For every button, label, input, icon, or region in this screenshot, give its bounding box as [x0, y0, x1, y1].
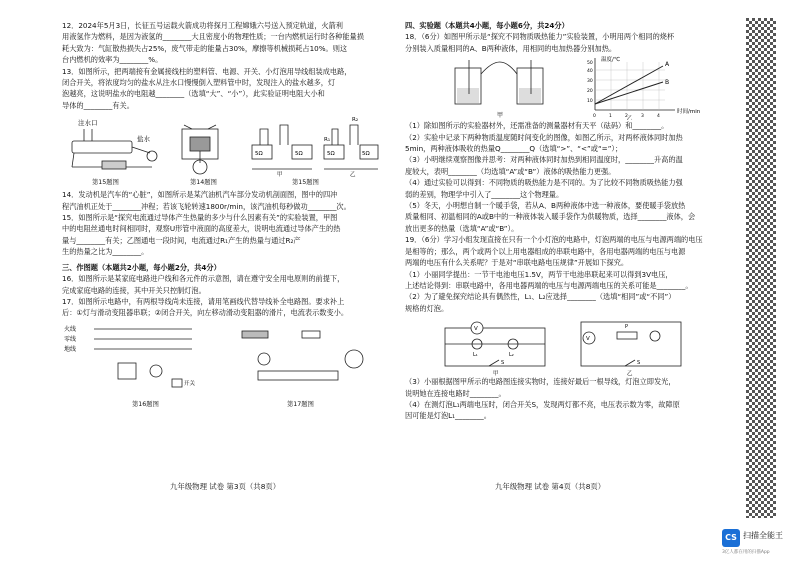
caption-fig14: 第14题图 — [190, 179, 217, 187]
switch-yi-label: S — [637, 360, 641, 367]
question-14: 14．发动机是汽车的“心脏”，如图所示是某汽油机汽车部分发动机剖面图，图中的四冲 程汽油机正处于________冲程；若该飞轮转速1800r/min，该汽油机每秒做功________次。 — [62, 190, 351, 211]
figure-captions-13-15 — [62, 177, 380, 189]
fig15-jia-label: 甲 — [277, 172, 283, 178]
question-13: 13．如图所示，把两端接有金属接线柱的塑料管、电源、开关、小灯泡用导线组装成电路， 闭合开关，将浓度均匀的盐水从注水口慢慢倒入塑料管中时，发现注入的盐水越多，灯 泡越亮，这说明盐水的电阻越________（选填“大”、“小”），此实验证明电阻大小和 导体的________有关。 — [62, 66, 352, 110]
exhaust-valve — [208, 125, 216, 129]
socket-icon — [118, 363, 136, 379]
rheostat-circuit-figure — [242, 331, 363, 380]
figure-19-circuits — [405, 314, 725, 376]
switch-jia-label: S — [501, 360, 505, 367]
figures-13-15 — [62, 111, 380, 177]
resistor-label-d: 5Ω — [362, 151, 370, 158]
scanner-tagline: 3亿人都在用的扫描App — [722, 550, 770, 555]
figure-row-svg — [62, 111, 380, 177]
switch-icon — [172, 379, 182, 387]
voltmeter-yi-label: V — [586, 336, 590, 343]
fire-wire-label: 火线 — [64, 325, 77, 333]
graph-line-a-label: A — [665, 61, 670, 69]
thermometer-wire — [481, 62, 517, 74]
circuit-yi — [581, 322, 681, 366]
zero-wire-label: 零线 — [64, 335, 77, 343]
ytick-50: 50 — [587, 61, 593, 67]
r1-label: R₁ — [324, 137, 331, 144]
left-page-footer: 九年级物理 试卷 第3页（共8页） — [170, 482, 281, 491]
household-circuit-figure — [94, 329, 192, 387]
question-19: 19．（6分）学习小组发现直接在只有一个小灯泡的电路中，灯泡两端的电压与电源两端的电压 是相等的；那么，两个或两个以上用电器组成的串联电路中，各用电器两端的电压与电源 两端的电压有什么关系呢？于是对“串联电路电压规律”开展如下探究。 （1）小丽同学提出：一节干电池电压1.5V，两节干电池串联起来可以得到3V电压， 上述结论得到：串联电路中，各用电器两端的电压与电源两端电压的关系可能是________。 （2）为了避免探究结论具有偶然性，L₁、L₂应选择________（选填“相同”或“不同”） 规格的灯泡。 — [405, 235, 703, 313]
right-page-footer: 九年级物理 试卷 第4页（共8页） — [495, 482, 606, 491]
rheostat-yi-icon — [617, 332, 637, 339]
inlet-label: 注水口 — [78, 119, 98, 128]
section-4-title: 四、实验题（本题共4小题，每小题6分，共24分） — [405, 21, 569, 30]
circuits-svg — [405, 314, 725, 376]
caption-fig13: 第15题图 — [92, 179, 119, 187]
ytick-10: 10 — [587, 99, 593, 105]
ytick-20: 20 — [587, 89, 593, 95]
scanner-watermark — [722, 527, 792, 557]
question-19-parts: （3）小丽根据图甲所示的电路图连接实物时，连接好最后一根导线，灯泡立即发光， 说明她在连接电路时________。 （4）在测灯泡L₁两端电压时，闭合开关S，发现两灯都不亮，电压表示数为零，故障原 因可能是灯泡L₁________。 — [405, 377, 680, 421]
question-17: 17．如图所示电路中，有两根导线尚未连接，请用笔画线代替导线补全电路图。要求补上 后：①灯与滑动变阻器串联；②闭合开关，向左移动滑动变阻器的滑片，电流表示数变小。 — [62, 296, 349, 318]
u-tube-left — [260, 125, 288, 145]
scan-texture — [746, 18, 776, 518]
figure-18 — [405, 54, 725, 120]
ground-wire-label: 地线 — [64, 345, 77, 353]
resistor-label-c: 5Ω — [327, 151, 335, 158]
u-tube-heat-figure — [252, 125, 378, 169]
r2-label: R₂ — [352, 117, 359, 124]
section-3-title: 三、作图题（本题共2小题，每小题2分，共4分） — [62, 262, 221, 272]
circuit-jia-caption: 甲 — [493, 371, 499, 377]
resistor-label-b: 5Ω — [295, 151, 303, 158]
caption-fig15: 第15题图 — [292, 179, 319, 187]
xtick-1: 1 — [609, 114, 612, 120]
circuit-jia — [445, 322, 545, 366]
switch-label: 开关 — [184, 380, 196, 387]
xtick-2: 2 — [625, 114, 628, 120]
circuit-yi-caption: 乙 — [627, 371, 633, 377]
left-page — [62, 20, 380, 411]
graph-grid — [595, 62, 665, 110]
rheostat-icon — [258, 371, 338, 380]
camscanner-logo-icon: CS — [722, 529, 740, 547]
scanner-app-name: 扫描全能王 — [743, 531, 783, 540]
switch-base-icon — [302, 331, 320, 338]
question-16: 16．如图所示是某家庭电路进户线和各元件的示意图，请在遵守安全用电原则的前提下， 完成家庭电路的连接，其中开关只控制灯泡。 — [62, 274, 345, 295]
figures-16-17 — [62, 319, 380, 399]
piston — [190, 137, 210, 151]
scan-edge-strip — [740, 18, 784, 518]
plastic-tube — [72, 141, 132, 153]
fig15-yi-label: 乙 — [350, 172, 356, 178]
graph-line-b-label: B — [665, 79, 670, 87]
fig18-yi-label: 乙 — [627, 116, 633, 121]
xtick-0: 0 — [593, 114, 596, 120]
temperature-graph — [595, 58, 675, 110]
switch-yi-icon — [625, 360, 635, 366]
engine-cross-section-figure — [182, 125, 218, 174]
switch-jia-icon — [489, 360, 499, 366]
beaker-apparatus — [455, 60, 543, 104]
u-tube-right — [332, 125, 358, 145]
lamp-yi-icon — [650, 331, 660, 341]
caption-fig17: 第17题图 — [287, 400, 314, 408]
question-18: 18．（6分）如图甲所示是“探究不同物质吸热能力”实验装置，小明用两个相同的烧杯 分别装入质量相同的A、B两种液体，用相同的电加热器分别加热。 — [405, 32, 675, 53]
l2-label: L₂ — [509, 352, 514, 359]
slider-p-label: P — [625, 324, 629, 331]
caption-fig16: 第16题图 — [132, 400, 159, 408]
lamp-icon — [150, 365, 162, 377]
resistor-label-a: 5Ω — [255, 151, 263, 158]
lamp-17-icon — [258, 353, 270, 365]
figure-18-svg — [405, 54, 725, 120]
ammeter-icon — [345, 350, 363, 368]
question-12: 12．2024年5月3日，长征五号运载火箭成功将探月工程嫦娥六号送入预定轨道，火箭利 用液氢作为燃料，是因为液氢的________大且密度小的物理性质；一台内燃机运行时各种能量损 耗大致为：气缸散热损失占25%，废气带走的能量占30%，摩擦等机械损耗占10%。则这 台内燃机的效率为________%。 — [62, 21, 364, 65]
l1-label: L₁ — [473, 352, 478, 359]
xtick-3: 3 — [641, 114, 644, 120]
right-page — [405, 20, 725, 422]
ytick-30: 30 — [587, 79, 593, 85]
figure-captions-16-17 — [62, 399, 380, 411]
figure-row-2-svg — [62, 319, 380, 399]
fig18-jia-label: 甲 — [497, 112, 504, 120]
xtick-4: 4 — [657, 114, 660, 120]
graph-ylabel: 温度/℃ — [601, 57, 621, 64]
battery-icon — [102, 161, 126, 169]
saltwater-label: 盐水 — [137, 135, 150, 144]
question-15: 15．如图所示是“探究电流通过导体产生热量的多少与什么因素有关”的实验装置，甲图 中的电阻丝通电时间相同时，观察U形管中液面的高度差大，说明电流通过导体产生的热 量与________有关；乙图通电一段时间，电流通过R₁产生的热量与通过R₂产 生的热量之比为________。 — [62, 213, 341, 257]
battery-pack-icon — [242, 331, 268, 338]
question-18-parts: （1）除如图所示的实验器材外，还需准备的测量器材有天平（砝码）和________。 （2）实验中记录下两种物质温度随时间变化的图像，如图乙所示，对两杯液体同时加热 5min，两种液体吸收的热量Q________Q（选填“>”、“<”或“=”）； （3）小明继续观察图像并思考：对两种液体同时加热到相同温度时，________升高的温 度较大，表明________（均选填“A”或“B”）液体的吸热能力更强。 （4）通过实验可以得到：不同物质的吸热能力是不同的。为了比较不同物质吸热能力强 弱的差别，物理学中引入了________这个物理量。 （5）冬天，小明想自制一个暖手袋，若从A、B两种液体中选一种液体，要使暖手袋放热 质量相同、初温相同的A或B中的一种液体装入暖手袋作为供暖物质，选择________液体，会 放出更多的热量（选填“A”或“B”）。 — [405, 121, 696, 233]
intake-valve — [184, 125, 192, 129]
ytick-40: 40 — [587, 69, 593, 75]
graph-xlabel: 时间/min — [677, 109, 701, 116]
voltmeter-jia-label: V — [474, 326, 478, 333]
